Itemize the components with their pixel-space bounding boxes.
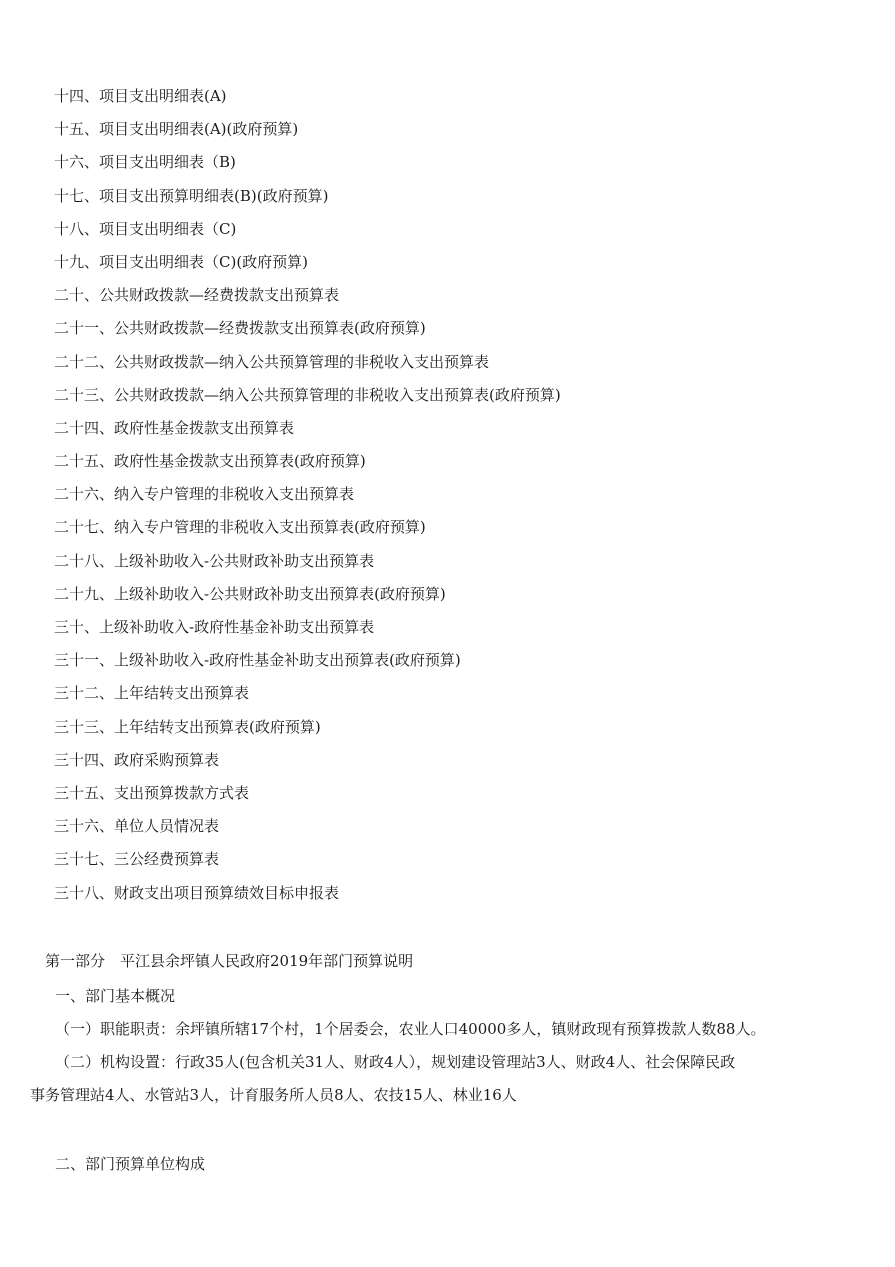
toc-item: 三十四、政府采购预算表 [54, 750, 220, 769]
toc-item: 三十一、上级补助收入-政府性基金补助支出预算表(政府预算) [54, 651, 461, 670]
toc-item: 二十八、上级补助收入-公共财政补助支出预算表 [54, 551, 375, 570]
toc-item: 三十三、上年结转支出预算表(政府预算) [54, 717, 321, 736]
toc-item: 三十八、财政支出项目预算绩效目标申报表 [54, 883, 340, 902]
toc-item: 三十、上级补助收入-政府性基金补助支出预算表 [54, 618, 375, 636]
toc-item: 三十五、支出预算拨款方式表 [54, 783, 250, 802]
toc-item: 三十六、单位人员情况表 [54, 817, 220, 836]
toc-item: 三十七、三公经费预算表 [54, 850, 220, 869]
paragraph-organization-line1: （二）机构设置：行政35人(包含机关31人、财政4人），规划建设管理站3人、财政4人、社会保障民政 [55, 1053, 736, 1071]
toc-item: 十七、项目支出预算明细表(B)(政府预算) [54, 186, 329, 205]
part-title: 第一部分 平江县余坪镇人民政府2019年部门预算说明 [45, 952, 414, 970]
toc-item: 二十五、政府性基金拨款支出预算表(政府预算) [54, 452, 366, 471]
toc-item: 二十三、公共财政拨款—纳入公共预算管理的非税收入支出预算表(政府预算) [54, 385, 561, 404]
toc-item: 十六、项目支出明细表（B) [54, 153, 236, 172]
toc-item: 二十四、政府性基金拨款支出预算表 [54, 418, 295, 437]
toc-item: 二十二、公共财政拨款—纳入公共预算管理的非税收入支出预算表 [54, 352, 490, 371]
section-heading-unit-composition: 二、部门预算单位构成 [55, 1155, 206, 1173]
toc-item: 十四、项目支出明细表(A) [54, 87, 227, 105]
toc-item: 二十七、纳入专户管理的非税收入支出预算表(政府预算) [54, 518, 426, 537]
toc-item: 十五、项目支出明细表(A)(政府预算) [54, 120, 299, 139]
toc-item: 十九、项目支出明细表（C)(政府预算) [54, 252, 309, 271]
toc-item: 二十九、上级补助收入-公共财政补助支出预算表(政府预算) [54, 584, 446, 603]
table-of-contents [54, 84, 561, 914]
toc-item: 二十、公共财政拨款—经费拨款支出预算表 [54, 286, 340, 305]
paragraph-organization-line2: 事务管理站4人、水管站3人，计育服务所人员8人、农技15人、林业16人 [30, 1086, 517, 1104]
toc-item: 二十一、公共财政拨款—经费拨款支出预算表(政府预算) [54, 319, 426, 338]
toc-item: 三十二、上年结转支出预算表 [54, 684, 250, 703]
section-heading-basic-overview: 一、部门基本概况 [55, 987, 176, 1005]
toc-item: 十八、项目支出明细表（C) [54, 219, 237, 238]
paragraph-functions: （一）职能职责：余坪镇所辖17个村，1个居委会，农业人口40000多人，镇财政现有预算拨款人数88人。 [55, 1020, 766, 1038]
toc-item: 二十六、纳入专户管理的非税收入支出预算表 [54, 485, 355, 504]
